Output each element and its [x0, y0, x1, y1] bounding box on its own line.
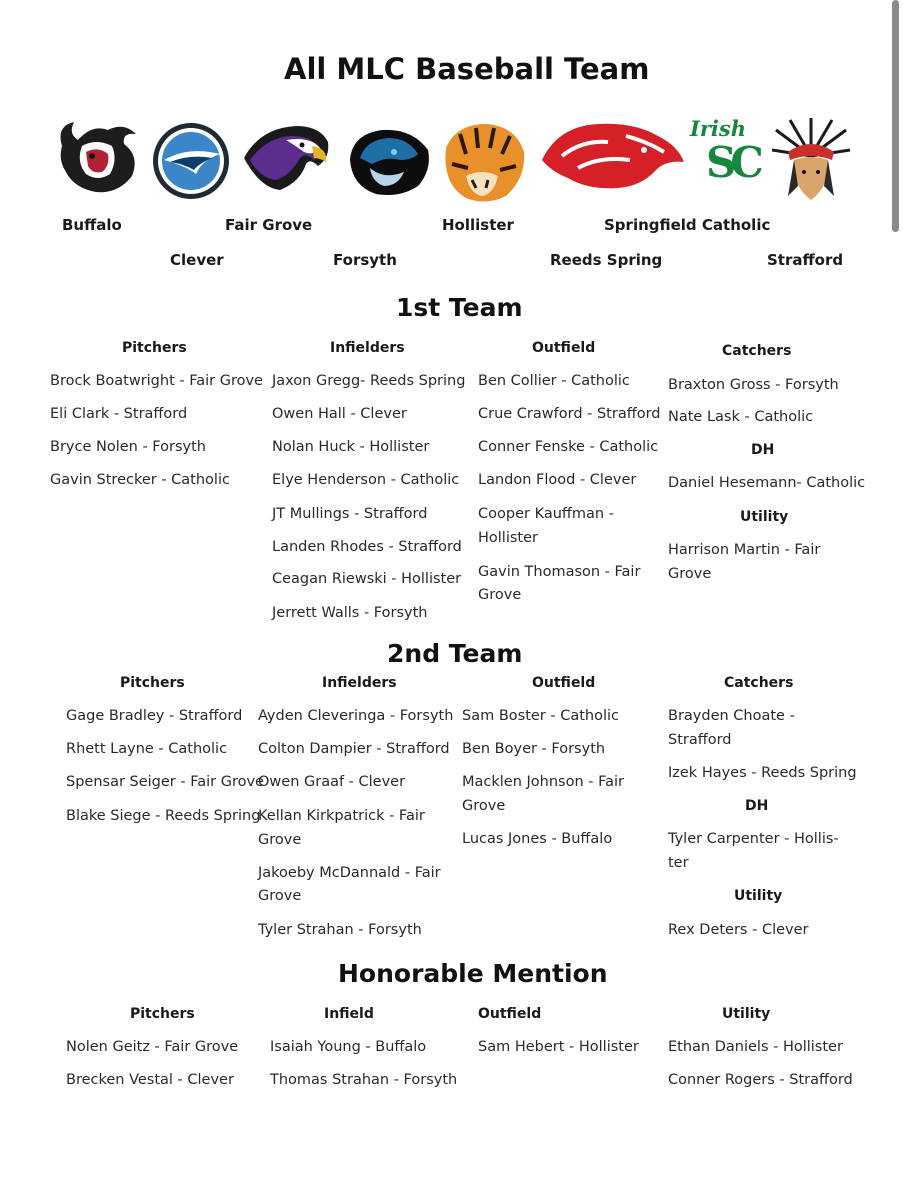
- section-heading-1st-team: 1st Team: [396, 293, 523, 322]
- list-item: Thomas Strahan - Forsyth: [270, 1072, 458, 1088]
- team-name: Fair Grove: [225, 216, 313, 234]
- list-item: ter: [668, 855, 689, 871]
- list-item: Crue Crawford - Strafford: [478, 406, 661, 422]
- column-header: Utility: [740, 509, 789, 525]
- list-item: Sam Boster - Catholic: [462, 708, 620, 724]
- list-item: Grove: [258, 888, 302, 904]
- page-title: All MLC Baseball Team: [284, 52, 650, 86]
- list-item: Eli Clark - Strafford: [50, 406, 188, 422]
- list-item: Izek Hayes - Reeds Spring: [668, 765, 857, 781]
- list-item: Owen Graaf - Clever: [258, 774, 406, 790]
- column-header: Infielders: [330, 340, 405, 356]
- sc-logo-text: SC: [706, 138, 758, 187]
- list-item: Jaxon Gregg- Reeds Spring: [272, 373, 466, 389]
- column-header: Catchers: [724, 675, 794, 691]
- list-item: Landen Rhodes - Strafford: [272, 539, 462, 555]
- section-heading-honorable-mention: Honorable Mention: [338, 959, 608, 988]
- scrollbar[interactable]: [892, 0, 899, 232]
- list-item: Spensar Seiger - Fair Grove: [66, 774, 264, 790]
- list-item: Strafford: [668, 732, 732, 748]
- list-item: Tyler Carpenter - Hollis-: [668, 831, 839, 847]
- list-item: Rhett Layne - Catholic: [66, 741, 228, 757]
- list-item: Sam Hebert - Hollister: [478, 1039, 639, 1055]
- column-header: Outfield: [532, 675, 596, 691]
- column-header: Pitchers: [122, 340, 187, 356]
- column-header: DH: [751, 442, 775, 458]
- list-item: Gavin Thomason - Fair: [478, 564, 641, 580]
- list-item: Grove: [258, 832, 302, 848]
- team-name: Hollister: [442, 216, 514, 234]
- wolf-logo-icon: [538, 116, 686, 192]
- list-item: Grove: [668, 566, 712, 582]
- indian-chief-logo-icon: [770, 116, 852, 206]
- list-item: Rex Deters - Clever: [668, 922, 809, 938]
- team-name: Reeds Spring: [550, 251, 663, 269]
- team-name: Buffalo: [62, 216, 122, 234]
- list-item: JT Mullings - Strafford: [272, 506, 428, 522]
- team-name: Clever: [170, 251, 224, 269]
- list-item: Grove: [478, 587, 522, 603]
- list-item: Brayden Choate -: [668, 708, 795, 724]
- list-item: Ceagan Riewski - Hollister: [272, 571, 462, 587]
- list-item: Ayden Cleveringa - Forsyth: [258, 708, 454, 724]
- list-item: Gavin Strecker - Catholic: [50, 472, 230, 488]
- eagle-logo-icon: [240, 118, 332, 198]
- list-item: Kellan Kirkpatrick - Fair: [258, 808, 425, 824]
- team-name: Strafford: [767, 251, 844, 269]
- list-item: Elye Henderson - Catholic: [272, 472, 460, 488]
- list-item: Ben Boyer - Forsyth: [462, 741, 606, 757]
- list-item: Blake Siege - Reeds Spring: [66, 808, 261, 824]
- list-item: Cooper Kauffman -: [478, 506, 614, 522]
- tiger-logo-icon: [436, 118, 528, 206]
- list-item: Daniel Hesemann- Catholic: [668, 475, 866, 491]
- list-item: Macklen Johnson - Fair: [462, 774, 624, 790]
- list-item: Nolen Geitz - Fair Grove: [66, 1039, 239, 1055]
- list-item: Brock Boatwright - Fair Grove: [50, 373, 263, 389]
- section-heading-2nd-team: 2nd Team: [387, 639, 523, 668]
- list-item: Nate Lask - Catholic: [668, 409, 814, 425]
- bluejay-logo-icon: [150, 120, 232, 202]
- list-item: Harrison Martin - Fair: [668, 542, 821, 558]
- list-item: Jerrett Walls - Forsyth: [272, 605, 428, 621]
- buffalo-logo-icon: [52, 116, 144, 196]
- list-item: Gage Bradley - Strafford: [66, 708, 243, 724]
- column-header: DH: [745, 798, 769, 814]
- column-header: Outfield: [478, 1006, 542, 1022]
- list-item: Jakoeby McDannald - Fair: [258, 865, 441, 881]
- list-item: Colton Dampier - Strafford: [258, 741, 450, 757]
- list-item: Nolan Huck - Hollister: [272, 439, 430, 455]
- column-header: Pitchers: [130, 1006, 195, 1022]
- list-item: Isaiah Young - Buffalo: [270, 1039, 427, 1055]
- list-item: Brecken Vestal - Clever: [66, 1072, 234, 1088]
- list-item: Hollister: [478, 530, 538, 546]
- column-header: Pitchers: [120, 675, 185, 691]
- list-item: Landon Flood - Clever: [478, 472, 637, 488]
- irish-script-text: Irish: [690, 116, 746, 141]
- column-header: Outfield: [532, 340, 596, 356]
- column-header: Utility: [734, 888, 783, 904]
- list-item: Owen Hall - Clever: [272, 406, 407, 422]
- list-item: Bryce Nolen - Forsyth: [50, 439, 206, 455]
- column-header: Infielders: [322, 675, 397, 691]
- column-header: Utility: [722, 1006, 771, 1022]
- panther-logo-icon: [342, 120, 434, 200]
- team-name: Springfield Catholic: [604, 216, 771, 234]
- list-item: Ethan Daniels - Hollister: [668, 1039, 843, 1055]
- list-item: Tyler Strahan - Forsyth: [258, 922, 422, 938]
- column-header: Catchers: [722, 343, 792, 359]
- list-item: Lucas Jones - Buffalo: [462, 831, 613, 847]
- list-item: Grove: [462, 798, 506, 814]
- team-name: Forsyth: [333, 251, 397, 269]
- list-item: Ben Collier - Catholic: [478, 373, 630, 389]
- column-header: Infield: [324, 1006, 374, 1022]
- list-item: Conner Fenske - Catholic: [478, 439, 659, 455]
- list-item: Conner Rogers - Strafford: [668, 1072, 853, 1088]
- list-item: Braxton Gross - Forsyth: [668, 377, 839, 393]
